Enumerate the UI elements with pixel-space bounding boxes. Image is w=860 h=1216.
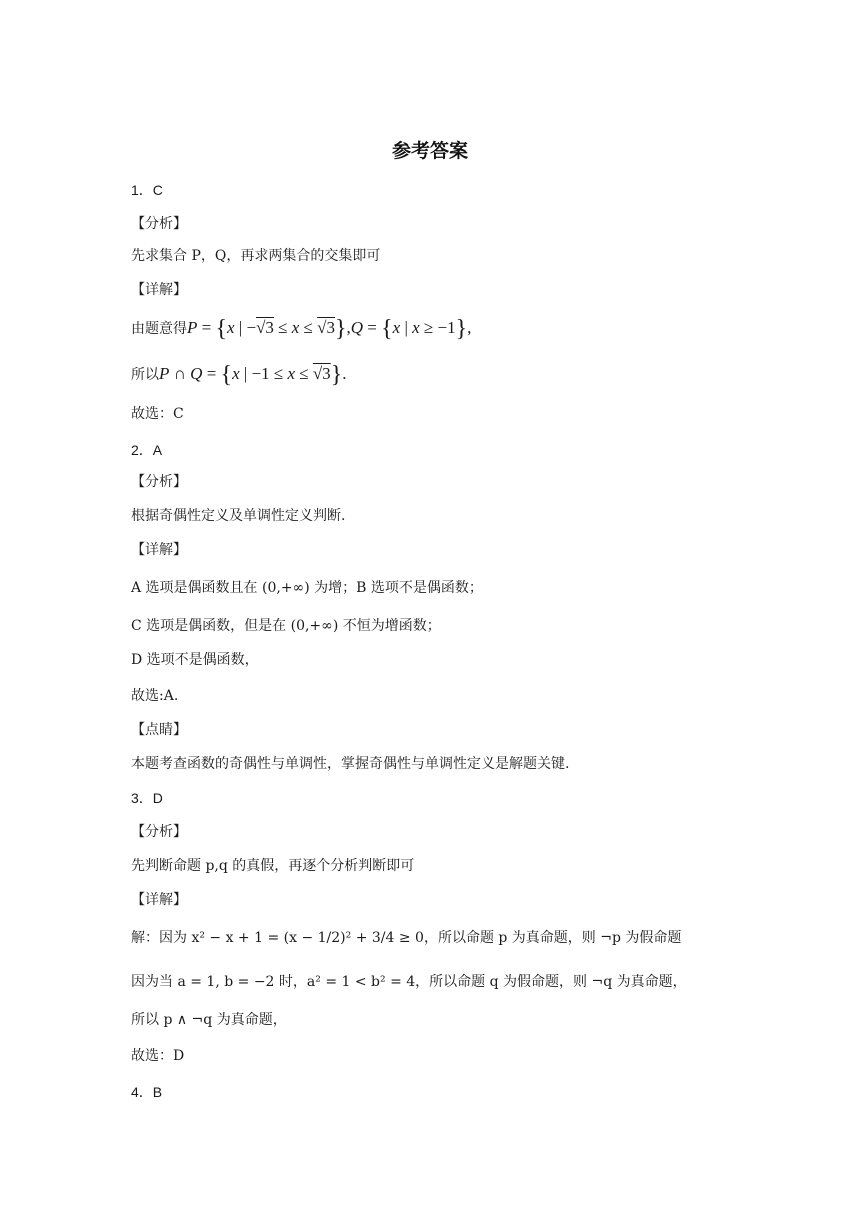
comment-heading-2: 【点睛】 [131, 722, 187, 738]
detail-line-2-1: A 选项是偶函数且在 (0,+∞) 为增；B 选项不是偶函数； [131, 580, 483, 596]
detail-line-2-2: C 选项是偶函数，但是在 (0,+∞) 不恒为增函数； [131, 618, 441, 634]
analysis-heading-3: 【分析】 [131, 824, 187, 840]
detail-line-1-2: 所以P ∩ Q = {x | −1 ≤ x ≤ √3}. [131, 362, 347, 388]
detail-line-1-1-prefix: 由题意得 [131, 321, 187, 337]
answer-number-4: 4．B [131, 1084, 163, 1100]
detail-line-1-2-prefix: 所以 [131, 367, 159, 383]
answer-number-2: 2．A [131, 442, 163, 458]
answer-number-3: 3．D [131, 790, 163, 806]
detail-line-1-1: 由题意得P = {x | −√3 ≤ x ≤ √3},Q = {x | x ≥ −1}, [131, 316, 472, 342]
analysis-text-1: 先求集合 P，Q，再求两集合的交集即可 [131, 248, 381, 264]
choice-3: 故选：D [131, 1048, 185, 1064]
analysis-heading-2: 【分析】 [131, 474, 187, 490]
analysis-text-3: 先判断命题 p,q 的真假，再逐个分析判断即可 [131, 858, 415, 874]
answer-number-1: 1．C [131, 182, 163, 198]
comment-text-2: 本题考查函数的奇偶性与单调性，掌握奇偶性与单调性定义是解题关键. [131, 756, 570, 772]
page-title: 参考答案 [391, 140, 468, 162]
detail-line-2-3: D 选项不是偶函数， [131, 652, 259, 668]
detail-heading-1: 【详解】 [131, 282, 187, 298]
detail-heading-3: 【详解】 [131, 892, 187, 908]
detail-line-3-3: 所以 p ∧ ¬q 为真命题， [131, 1012, 287, 1028]
analysis-text-2: 根据奇偶性定义及单调性定义判断. [131, 508, 346, 524]
analysis-heading-1: 【分析】 [131, 216, 187, 232]
detail-heading-2: 【详解】 [131, 542, 187, 558]
choice-1: 故选：C [131, 406, 184, 422]
detail-line-3-2: 因为当 a = 1, b = −2 时，a² = 1 < b² = 4，所以命题 q 为假命题，则 ¬q 为真命题， [131, 974, 687, 990]
detail-line-3-1: 解：因为 x² − x + 1 = (x − 1/2)² + 3/4 ≥ 0，所以命题 p 为真命题，则 ¬p 为假命题 [131, 930, 682, 946]
choice-2: 故选:A. [131, 688, 179, 704]
